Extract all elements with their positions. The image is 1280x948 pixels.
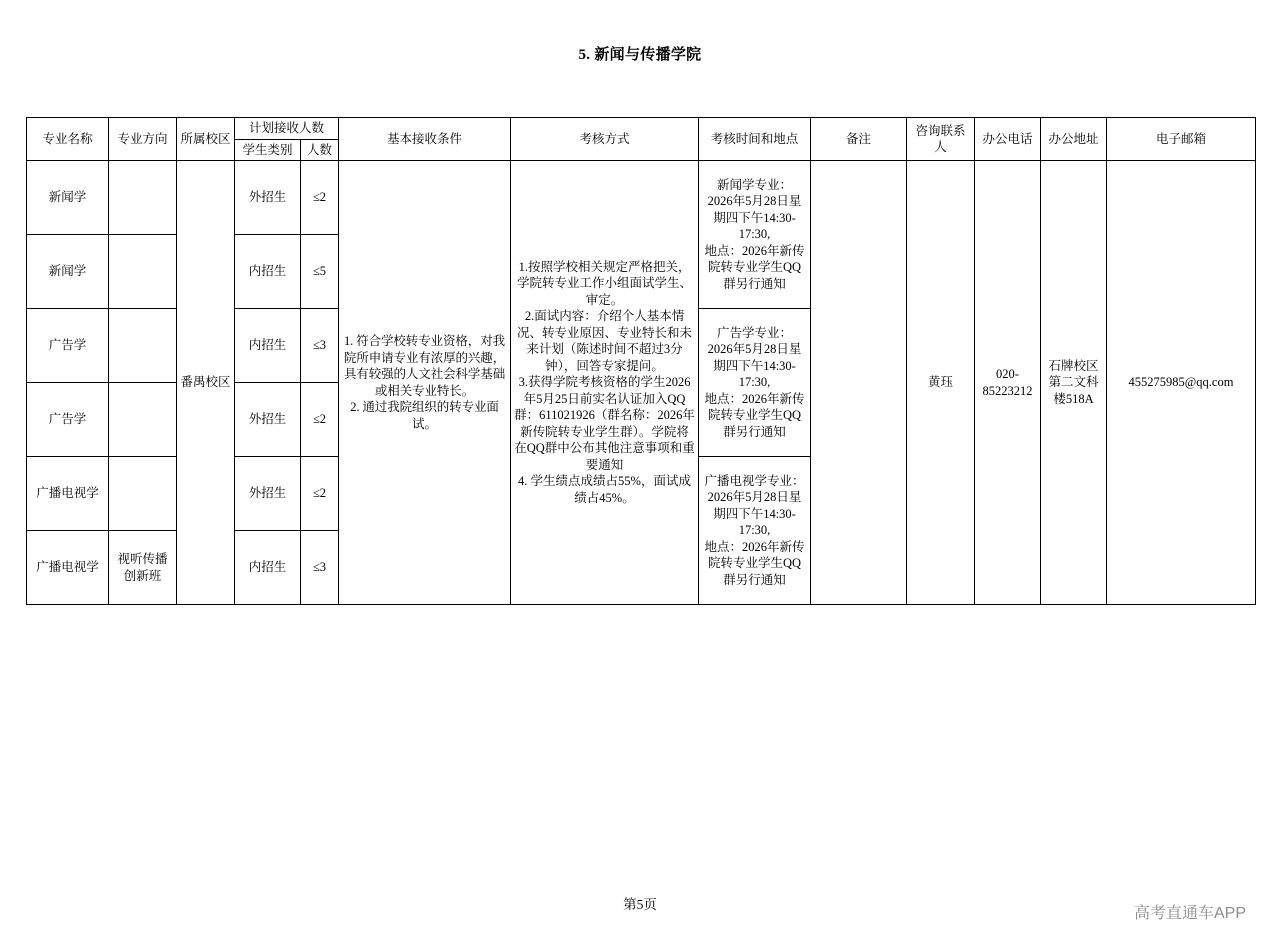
cell-major-direction <box>109 235 177 309</box>
cell-remarks <box>811 161 907 605</box>
header-contact: 咨询联系人 <box>907 118 975 161</box>
header-basic-conditions: 基本接收条件 <box>339 118 511 161</box>
cell-email: 455275985@qq.com <box>1107 161 1256 605</box>
cell-count: ≤2 <box>301 161 339 235</box>
cell-major-direction: 视听传播创新班 <box>109 531 177 605</box>
cell-count: ≤3 <box>301 309 339 383</box>
major-transfer-table <box>26 117 1256 605</box>
cell-contact: 黄珏 <box>907 161 975 605</box>
header-student-type: 学生类别 <box>235 139 301 161</box>
cell-count: ≤5 <box>301 235 339 309</box>
cell-major-name: 新闻学 <box>27 235 109 309</box>
watermark-label: 高考直通车APP <box>1133 905 1246 922</box>
cell-office-phone: 020-85223212 <box>975 161 1041 605</box>
header-office-address: 办公地址 <box>1041 118 1107 161</box>
header-campus: 所属校区 <box>177 118 235 161</box>
cell-basic-conditions: 1. 符合学校转专业资格，对我院所申请专业有浓厚的兴趣，具有较强的人文社会科学基础或相关专业特长。 2. 通过我院组织的转专业面试。 <box>339 161 511 605</box>
cell-assessment-time-2: 广告学专业： 2026年5月28日星期四下午14:30-17:30, 地点：2026年新传院转专业学生QQ群另行通知 <box>699 309 811 457</box>
header-assessment-method: 考核方式 <box>511 118 699 161</box>
table-row <box>27 161 1256 235</box>
header-office-phone: 办公电话 <box>975 118 1041 161</box>
header-email: 电子邮箱 <box>1107 118 1256 161</box>
cell-student-type: 内招生 <box>235 531 301 605</box>
header-count: 人数 <box>301 139 339 161</box>
cell-major-direction <box>109 457 177 531</box>
cell-assessment-time-1: 新闻学专业： 2026年5月28日星期四下午14:30-17:30, 地点：2026年新传院转专业学生QQ群另行通知 <box>699 161 811 309</box>
page-title: 5. 新闻与传播学院 <box>578 47 702 63</box>
cell-count: ≤3 <box>301 531 339 605</box>
cell-major-name: 广告学 <box>27 309 109 383</box>
header-remarks: 备注 <box>811 118 907 161</box>
cell-count: ≤2 <box>301 457 339 531</box>
header-major-name: 专业名称 <box>27 118 109 161</box>
cell-major-name: 广告学 <box>27 383 109 457</box>
cell-campus: 番禺校区 <box>177 161 235 605</box>
cell-major-name: 新闻学 <box>27 161 109 235</box>
cell-office-address: 石牌校区第二文科楼518A <box>1041 161 1107 605</box>
cell-assessment-method: 1.按照学校相关规定严格把关，学院转专业工作小组面试学生、审定。 2.面试内容：介绍个人基本情况、转专业原因、专业特长和未来计划（陈述时间不超过3分钟），回答专家提问。 3.获得学院考核资格的学生2026年5月25日前实名认证加入QQ群：611021926（群名称：2026年新传院转专业学生群）。学院将在QQ群中公布其他注意事项和重要通知 4. 学生绩点成绩占55%，面试成绩占45%。 <box>511 161 699 605</box>
cell-major-direction <box>109 383 177 457</box>
page-number: 第5页 <box>623 897 657 912</box>
cell-major-name: 广播电视学 <box>27 531 109 605</box>
header-major-direction: 专业方向 <box>109 118 177 161</box>
cell-assessment-time-3: 广播电视学专业： 2026年5月28日星期四下午14:30-17:30, 地点：2026年新传院转专业学生QQ群另行通知 <box>699 457 811 605</box>
cell-major-direction <box>109 309 177 383</box>
cell-count: ≤2 <box>301 383 339 457</box>
cell-student-type: 外招生 <box>235 383 301 457</box>
cell-student-type: 内招生 <box>235 235 301 309</box>
cell-student-type: 外招生 <box>235 161 301 235</box>
cell-student-type: 内招生 <box>235 309 301 383</box>
cell-major-name: 广播电视学 <box>27 457 109 531</box>
cell-student-type: 外招生 <box>235 457 301 531</box>
cell-major-direction <box>109 161 177 235</box>
header-assessment-time-place: 考核时间和地点 <box>699 118 811 161</box>
table-header-row-1 <box>27 118 1256 140</box>
major-transfer-table-container <box>26 117 1255 605</box>
header-plan-group: 计划接收人数 <box>235 118 339 140</box>
